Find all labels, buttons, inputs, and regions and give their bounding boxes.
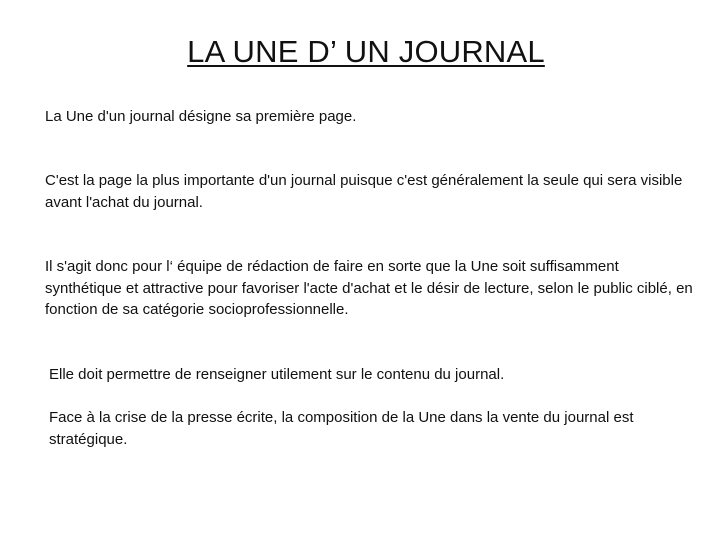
paragraph-importance: C'est la page la plus importante d'un journal puisque c'est généralement la seule qui sera visible avant l'achat du journal. xyxy=(45,172,683,211)
page-title: LA UNE D’ UN JOURNAL xyxy=(187,34,545,69)
paragraph-definition: La Une d'un journal désigne sa première page. xyxy=(45,108,357,125)
paragraph-press-crisis: Face à la crise de la presse écrite, la composition de la Une dans la vente du journal est stratégique. xyxy=(49,409,634,448)
paragraph-content-info: Elle doit permettre de renseigner utilement sur le contenu du journal. xyxy=(49,366,505,383)
paragraph-editorial-team: Il s'agit donc pour l‘ équipe de rédaction de faire en sorte que la Une soit suffisamment synthétique et attractive pour favoriser l'acte d'achat et le désir de lecture, selon le public ciblé, en fonction de sa catégorie socioprofessionnelle. xyxy=(45,258,693,318)
